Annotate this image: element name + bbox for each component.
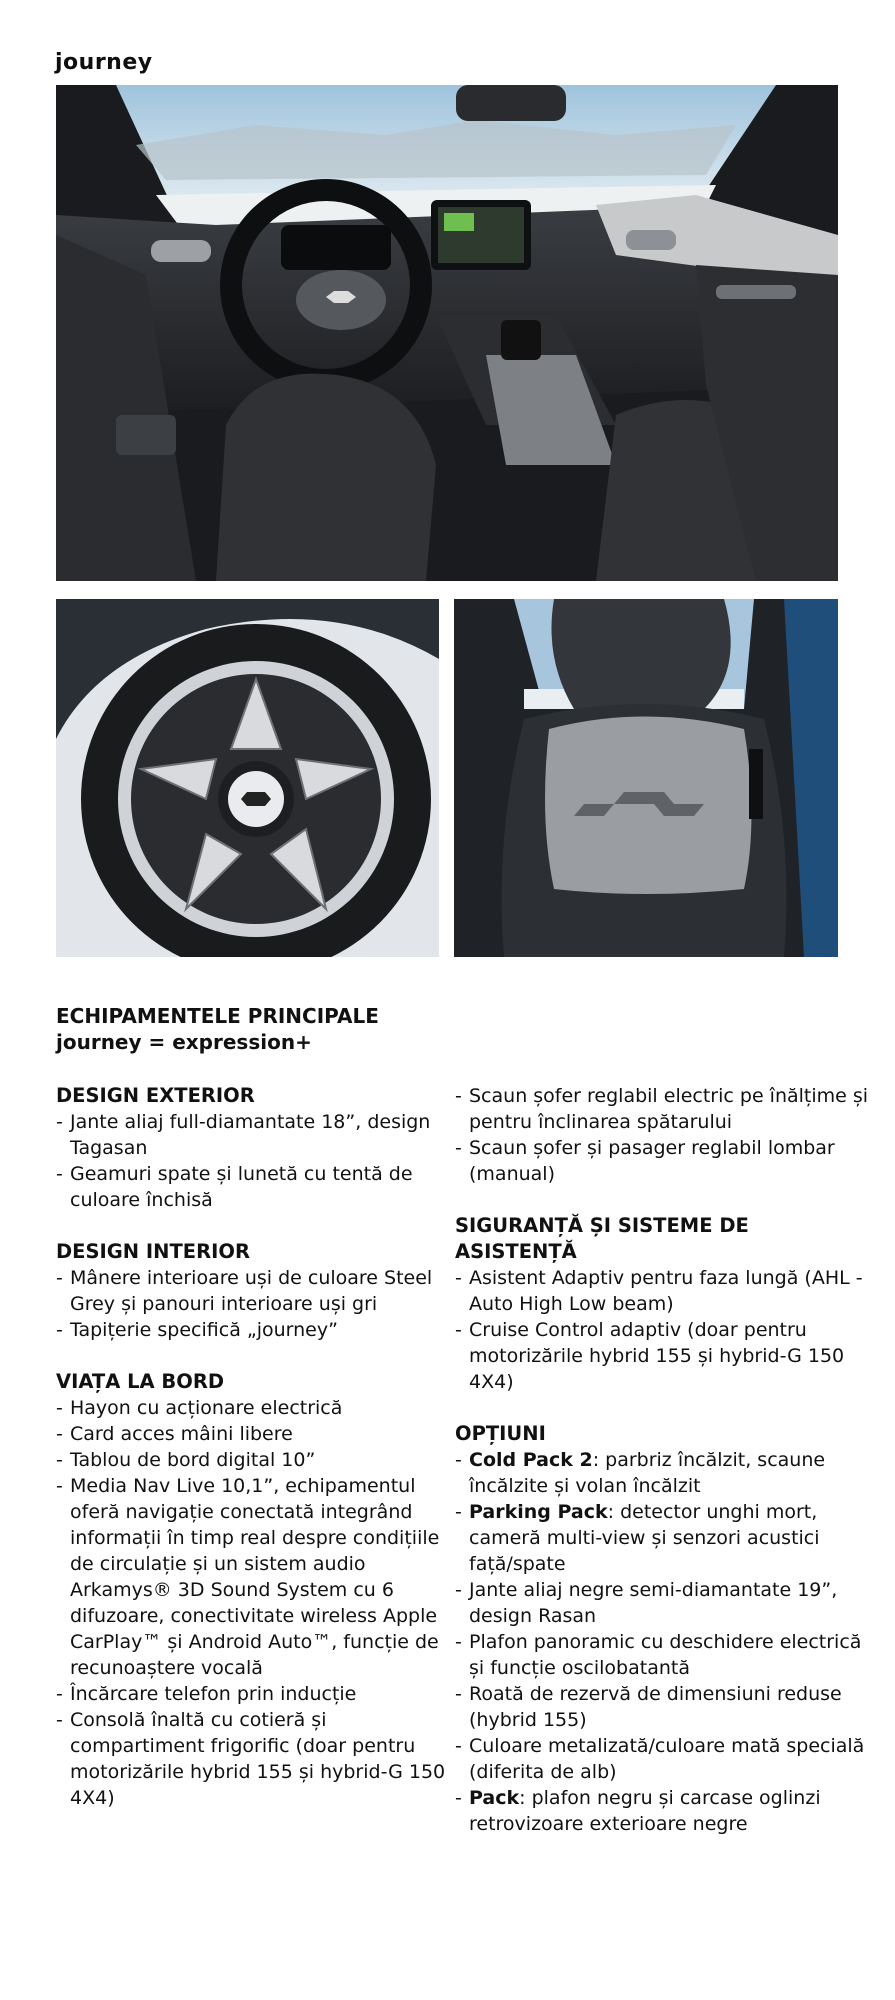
feature-item xyxy=(455,1785,875,1837)
feature-item xyxy=(56,1421,446,1447)
feature-item xyxy=(455,1499,875,1577)
feature-item-emphasis: Cold Pack 2 xyxy=(469,1449,593,1471)
feature-list xyxy=(56,1265,446,1343)
interior-photo xyxy=(56,85,838,581)
feature-item-text: Jante aliaj full-diamantate 18”, design Tagasan xyxy=(70,1111,431,1159)
feature-item-text: Media Nav Live 10,1”, echipamentul oferă navigație conectată integrând informații în timp real despre condițiile de circulație și un sistem audio Arkamys® 3D Sound System cu 6 difuzoare, conectivitate wireless Apple CarPlay™ și Android Auto™, funcție de recunoaștere vocală xyxy=(70,1475,440,1679)
equipment-section xyxy=(56,1003,869,1835)
feature-list xyxy=(56,1109,446,1213)
feature-item xyxy=(56,1317,446,1343)
feature-item-text: : detector unghi mort, cameră multi-view și senzori acustici față/spate xyxy=(469,1501,820,1575)
section-title xyxy=(56,1003,856,1055)
section-heading: VIAȚA LA BORD xyxy=(56,1370,225,1393)
title-line-2: journey = expression+ xyxy=(56,1030,312,1054)
feature-item xyxy=(455,1577,875,1629)
feature-item-emphasis: Parking Pack xyxy=(469,1501,608,1523)
feature-item-text: Hayon cu acționare electrică xyxy=(70,1397,343,1419)
feature-item xyxy=(56,1473,446,1681)
section-design-exterior xyxy=(56,1083,446,1213)
feature-item xyxy=(56,1681,446,1707)
feature-item-text: Încărcare telefon prin inducție xyxy=(70,1683,357,1705)
feature-item xyxy=(455,1733,875,1785)
feature-item xyxy=(455,1447,875,1499)
feature-item xyxy=(455,1265,875,1317)
wheel-photo xyxy=(56,599,439,957)
section-heading: DESIGN EXTERIOR xyxy=(56,1084,255,1107)
feature-item-text: : parbriz încălzit, scaune încălzite și volan încălzit xyxy=(469,1449,826,1497)
feature-item-text: Mânere interioare uși de culoare Steel Grey și panouri interioare uși gri xyxy=(70,1267,433,1315)
feature-item-text: Scaun șofer reglabil electric pe înălțime și pentru înclinarea spătarului xyxy=(469,1085,869,1133)
section-heading: OPȚIUNI xyxy=(455,1422,546,1445)
left-column xyxy=(56,1083,446,1837)
feature-item-text: Card acces mâini libere xyxy=(70,1423,293,1445)
feature-item-text: Cruise Control adaptiv (doar pentru motorizările hybrid 155 și hybrid-G 150 4X4) xyxy=(469,1319,845,1393)
feature-item xyxy=(455,1629,875,1681)
feature-list xyxy=(455,1447,875,1837)
feature-list xyxy=(455,1265,875,1395)
feature-item-text: Plafon panoramic cu deschidere electrică și funcție oscilobatantă xyxy=(469,1631,862,1679)
section-heading: DESIGN INTERIOR xyxy=(56,1240,250,1263)
feature-item-text: Roată de rezervă de dimensiuni reduse (hybrid 155) xyxy=(469,1683,842,1731)
section-viata-la-bord xyxy=(56,1369,446,1811)
right-column xyxy=(455,1083,875,1863)
feature-item xyxy=(455,1135,875,1187)
feature-list xyxy=(56,1395,446,1811)
feature-item xyxy=(56,1395,446,1421)
section-optiuni xyxy=(455,1421,875,1837)
brand-logo: journey xyxy=(55,50,153,75)
feature-item xyxy=(455,1083,875,1135)
seat-photo xyxy=(454,599,838,957)
feature-item xyxy=(56,1265,446,1317)
section-heading: SIGURANȚĂ ȘI SISTEME DE ASISTENȚĂ xyxy=(455,1214,749,1263)
feature-item-text: Scaun șofer și pasager reglabil lombar (manual) xyxy=(469,1137,835,1185)
feature-item-emphasis: Pack xyxy=(469,1787,520,1809)
section-continued xyxy=(455,1083,875,1187)
feature-item-text: Culoare metalizată/culoare mată specială (diferita de alb) xyxy=(469,1735,865,1783)
feature-item-text: Tablou de bord digital 10” xyxy=(70,1449,316,1471)
feature-item xyxy=(455,1317,875,1395)
feature-item-text: Asistent Adaptiv pentru faza lungă (AHL - Auto High Low beam) xyxy=(469,1267,863,1315)
feature-item xyxy=(56,1161,446,1213)
feature-item xyxy=(56,1707,446,1811)
feature-item-text: Jante aliaj negre semi-diamantate 19”, design Rasan xyxy=(469,1579,838,1627)
feature-item-text: Tapițerie specifică „journey” xyxy=(70,1319,338,1341)
section-siguranta-si-sisteme-de-asistenta xyxy=(455,1213,875,1395)
title-line-1: ECHIPAMENTELE PRINCIPALE xyxy=(56,1004,379,1028)
feature-item-text: Geamuri spate și lunetă cu tentă de culoare închisă xyxy=(70,1163,413,1211)
feature-item-text: : plafon negru și carcase oglinzi retrovizoare exterioare negre xyxy=(469,1787,821,1835)
feature-item xyxy=(56,1447,446,1473)
feature-item xyxy=(56,1109,446,1161)
section-design-interior xyxy=(56,1239,446,1343)
feature-list xyxy=(455,1083,875,1187)
feature-item-text: Consolă înaltă cu cotieră și compartiment frigorific (doar pentru motorizările hybrid 155 și hybrid-G 150 4X4) xyxy=(70,1709,446,1809)
feature-item xyxy=(455,1681,875,1733)
